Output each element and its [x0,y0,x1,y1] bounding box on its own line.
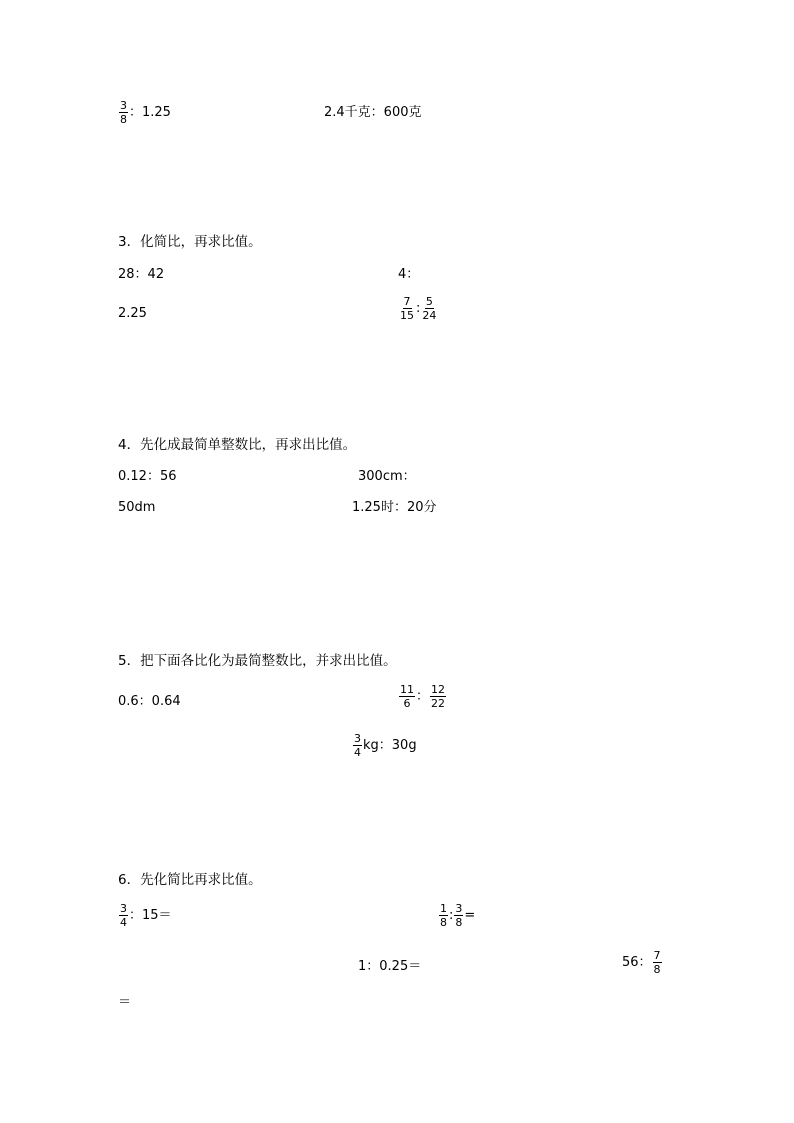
q6-item-c: 1：0.25＝ [358,959,422,974]
q6-item-a [118,903,172,928]
fraction: $\frac{5}{24}$ [422,295,437,322]
q5-item-a: 0.6：0.64 [118,694,181,709]
q3-item-b: 4： [398,267,420,282]
question-3-title: 3．化简比，再求比值。 [118,234,262,250]
fraction: $\frac{12}{22}$ [431,683,446,710]
expr-text: 56： [622,955,652,970]
q6-item-b [438,903,475,928]
q5-item-b [398,684,447,709]
fraction: $\frac{1}{8}$ [440,902,447,929]
fraction: $\frac{7}{15}$ [400,295,414,322]
q4-item-c: 50dm [118,500,156,515]
q3-item-d [398,296,438,321]
question-6-title: 6．先化简比再求比值。 [118,872,262,888]
fraction: $\frac{7}{8}$ [653,949,661,976]
q6-item-d [622,950,663,975]
expr-text: kg：30g [363,738,417,753]
question-4-title: 4．先化成最简单整数比，再求出比值。 [118,437,357,453]
q6-item-e: ＝ [118,995,132,1010]
fraction: $\frac{3}{8}$ [120,99,127,126]
expr-text: = [464,908,476,923]
q3-item-a: 28：42 [118,267,165,282]
question-5-title: 5．把下面各比化为最简整数比，并求出比值。 [118,653,397,669]
fraction: $\frac{3}{8}$ [455,902,463,929]
q4-item-a: 0.12：56 [118,469,177,484]
fraction: $\frac{3}{4}$ [120,902,127,929]
fraction: $\frac{3}{4}$ [354,732,361,759]
q3-item-c: 2.25 [118,306,147,321]
ratio-separator: ： [416,689,430,704]
fraction: $\frac{11}{6}$ [400,683,414,710]
ratio-separator: : [416,301,421,316]
top-item-1 [118,100,171,125]
q4-item-d: 1.25时：20分 [352,500,437,515]
q5-item-c [352,733,417,758]
ratio-separator: : [449,908,454,923]
q4-item-b: 300cm： [358,469,416,484]
top-item-2: 2.4千克：600克 [324,105,422,120]
expr-text: ：1.25 [129,105,171,120]
expr-text: ：15＝ [129,908,172,923]
